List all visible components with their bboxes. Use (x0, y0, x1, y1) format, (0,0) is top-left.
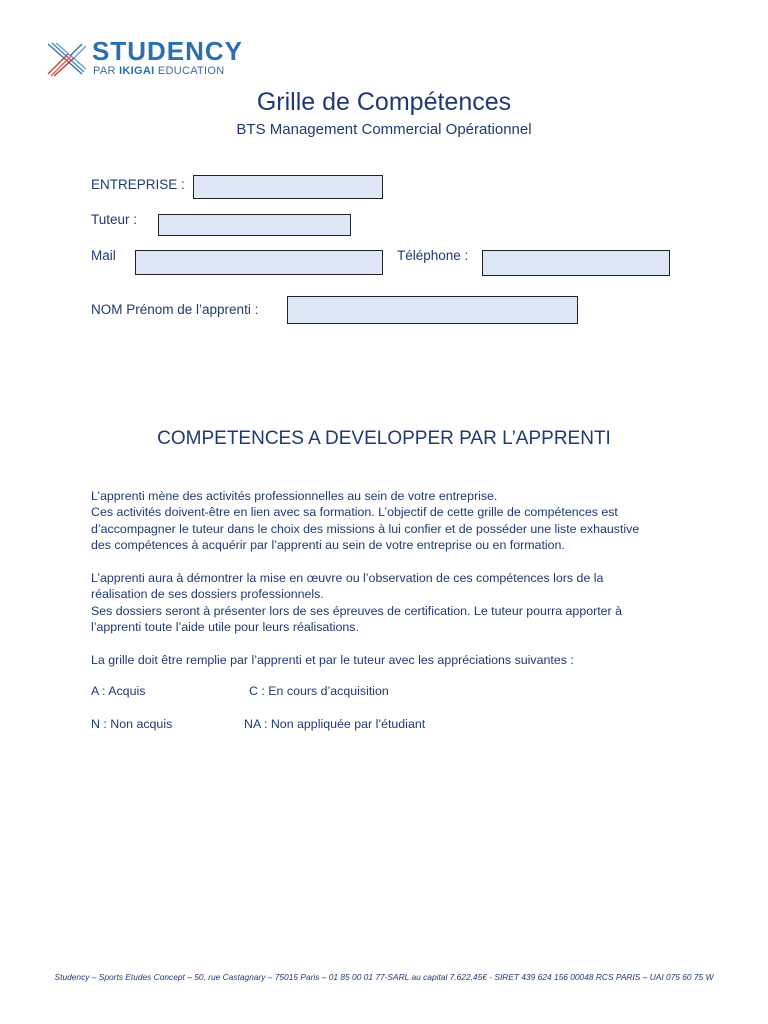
paragraph-line: L’apprenti aura à démontrer la mise en œuvre ou l’observation de ces compétences lors de la réalisation de ses dossiers professionnels. (91, 571, 604, 602)
legend-acquis: A : Acquis (91, 684, 146, 698)
brand-name: STUDENCY (92, 36, 244, 66)
page-subtitle: BTS Management Commercial Opérationnel (236, 121, 532, 138)
intro-paragraph-1 (91, 488, 651, 553)
telephone-label: Téléphone : (397, 248, 469, 263)
brand-tagline: PAR IKIGAI EDUCATION (93, 65, 225, 77)
legend-non-acquis: N : Non acquis (91, 717, 173, 731)
entreprise-field[interactable] (193, 175, 383, 199)
nom-prenom-field[interactable] (287, 296, 578, 324)
legend-en-cours: C : En cours d’acquisition (249, 684, 389, 698)
tuteur-field[interactable] (158, 214, 351, 236)
paragraph-line: Ces activités doivent-être en lien avec sa formation. L’objectif de cette grille de compétences est d’accompagner le tuteur dans le choix des missions à lui confier et de posséder une liste exhaustive des compétences à acquérir par l’apprenti au sein de votre entreprise ou en formation. (91, 505, 640, 552)
mail-field[interactable] (135, 250, 383, 275)
intro-paragraph-2 (91, 570, 651, 635)
paragraph-line: L’apprenti mène des activités professionnelles au sein de votre entreprise. (91, 489, 498, 503)
studency-logo (46, 38, 276, 82)
page-title: Grille de Compétences (256, 88, 512, 116)
mail-label: Mail (91, 248, 116, 263)
legend-non-appliquee: NA : Non appliquée par l’étudiant (244, 717, 426, 731)
paragraph-line: Ses dossiers seront à présenter lors de ses épreuves de certification. Le tuteur pourra apporter à l’apprenti toute l’aide utile pour leurs réalisations. (91, 603, 623, 634)
section-heading: COMPETENCES A DEVELOPPER PAR L’APPRENTI (157, 428, 611, 449)
logo-mark-icon (46, 40, 90, 78)
nom-prenom-label: NOM Prénom de l’apprenti : (91, 302, 259, 317)
intro-paragraph-3 (91, 652, 651, 668)
telephone-field[interactable] (482, 250, 670, 276)
tuteur-label: Tuteur : (91, 212, 138, 227)
page-footer: Studency – Sports Etudes Concept – 50, rue Castagnary – 75015 Paris – 01 85 00 01 77-SARL au capital 7.622,45€ - SIRET 439 624 156 00048 RCS PARIS – UAI 075 60 75 W (54, 972, 714, 982)
entreprise-label: ENTREPRISE : (91, 177, 185, 192)
paragraph-line: La grille doit être remplie par l’apprenti et par le tuteur avec les appréciations suivantes : (91, 653, 574, 667)
